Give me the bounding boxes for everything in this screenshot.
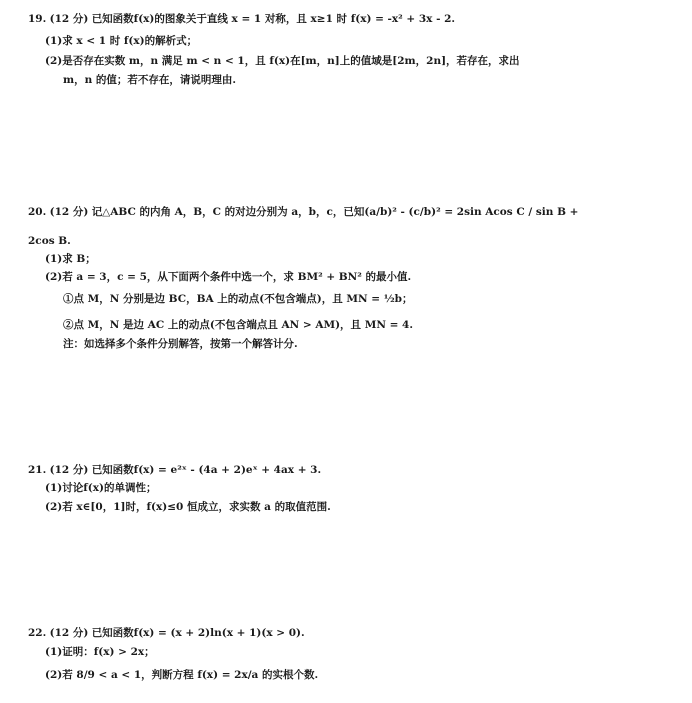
question-20-stem-cont: 2cos B. — [28, 235, 71, 247]
question-21-part-1: (1)讨论f(x)的单调性； — [45, 482, 157, 494]
question-score: (12 分) — [49, 13, 89, 25]
question-number: 21. — [28, 464, 47, 476]
question-text: 记△ABC 的内角 A，B，C 的对边分别为 a，b，c，已知(a/b)² - (c/b)² = 2sin Acos C / sin B + — [91, 206, 579, 218]
question-20-condition-2: ②点 M，N 是边 AC 上的动点(不包含端点且 AN > AM)，且 MN = 4. — [63, 319, 414, 331]
question-number: 20. — [28, 206, 47, 218]
question-text: 已知函数f(x)的图象关于直线 x = 1 对称，且 x≥1 时 f(x) = -x² + 3x - 2. — [91, 13, 456, 25]
question-19-part-2-cont: m，n 的值；若不存在，请说明理由. — [63, 74, 237, 86]
question-22-part-1: (1)证明：f(x) > 2x； — [45, 646, 155, 658]
question-20-part-2: (2)若 a = 3，c = 5，从下面两个条件中选一个，求 BM² + BN² 的最小值. — [45, 271, 412, 283]
question-number: 19. — [28, 13, 47, 25]
question-20-note: 注：如选择多个条件分别解答，按第一个解答计分. — [63, 338, 298, 350]
question-19-part-1: (1)求 x < 1 时 f(x)的解析式； — [45, 35, 198, 47]
question-text: 已知函数f(x) = e²ˣ - (4a + 2)eˣ + 4ax + 3. — [91, 464, 322, 476]
question-number: 22. — [28, 627, 47, 639]
question-20-stem — [28, 205, 578, 219]
question-text: 已知函数f(x) = (x + 2)ln(x + 1)(x > 0). — [91, 627, 305, 639]
question-20-part-1: (1)求 B； — [45, 253, 96, 265]
question-score: (12 分) — [49, 206, 89, 218]
question-score: (12 分) — [49, 627, 89, 639]
question-21-stem — [28, 463, 321, 477]
question-20-condition-1: ①点 M，N 分别是边 BC，BA 上的动点(不包含端点)，且 MN = ½b； — [63, 293, 413, 305]
question-score: (12 分) — [49, 464, 89, 476]
question-19-part-2: (2)是否存在实数 m，n 满足 m < n < 1，且 f(x)在[m，n]上的值域是[2m，2n]，若存在，求出 — [45, 55, 520, 67]
question-21-part-2: (2)若 x∈[0，1]时，f(x)≤0 恒成立，求实数 a 的取值范围. — [45, 501, 331, 513]
question-22-part-2: (2)若 8/9 < a < 1，判断方程 f(x) = 2x/a 的实根个数. — [45, 669, 319, 681]
question-19-stem — [28, 12, 455, 26]
question-22-stem — [28, 626, 305, 640]
